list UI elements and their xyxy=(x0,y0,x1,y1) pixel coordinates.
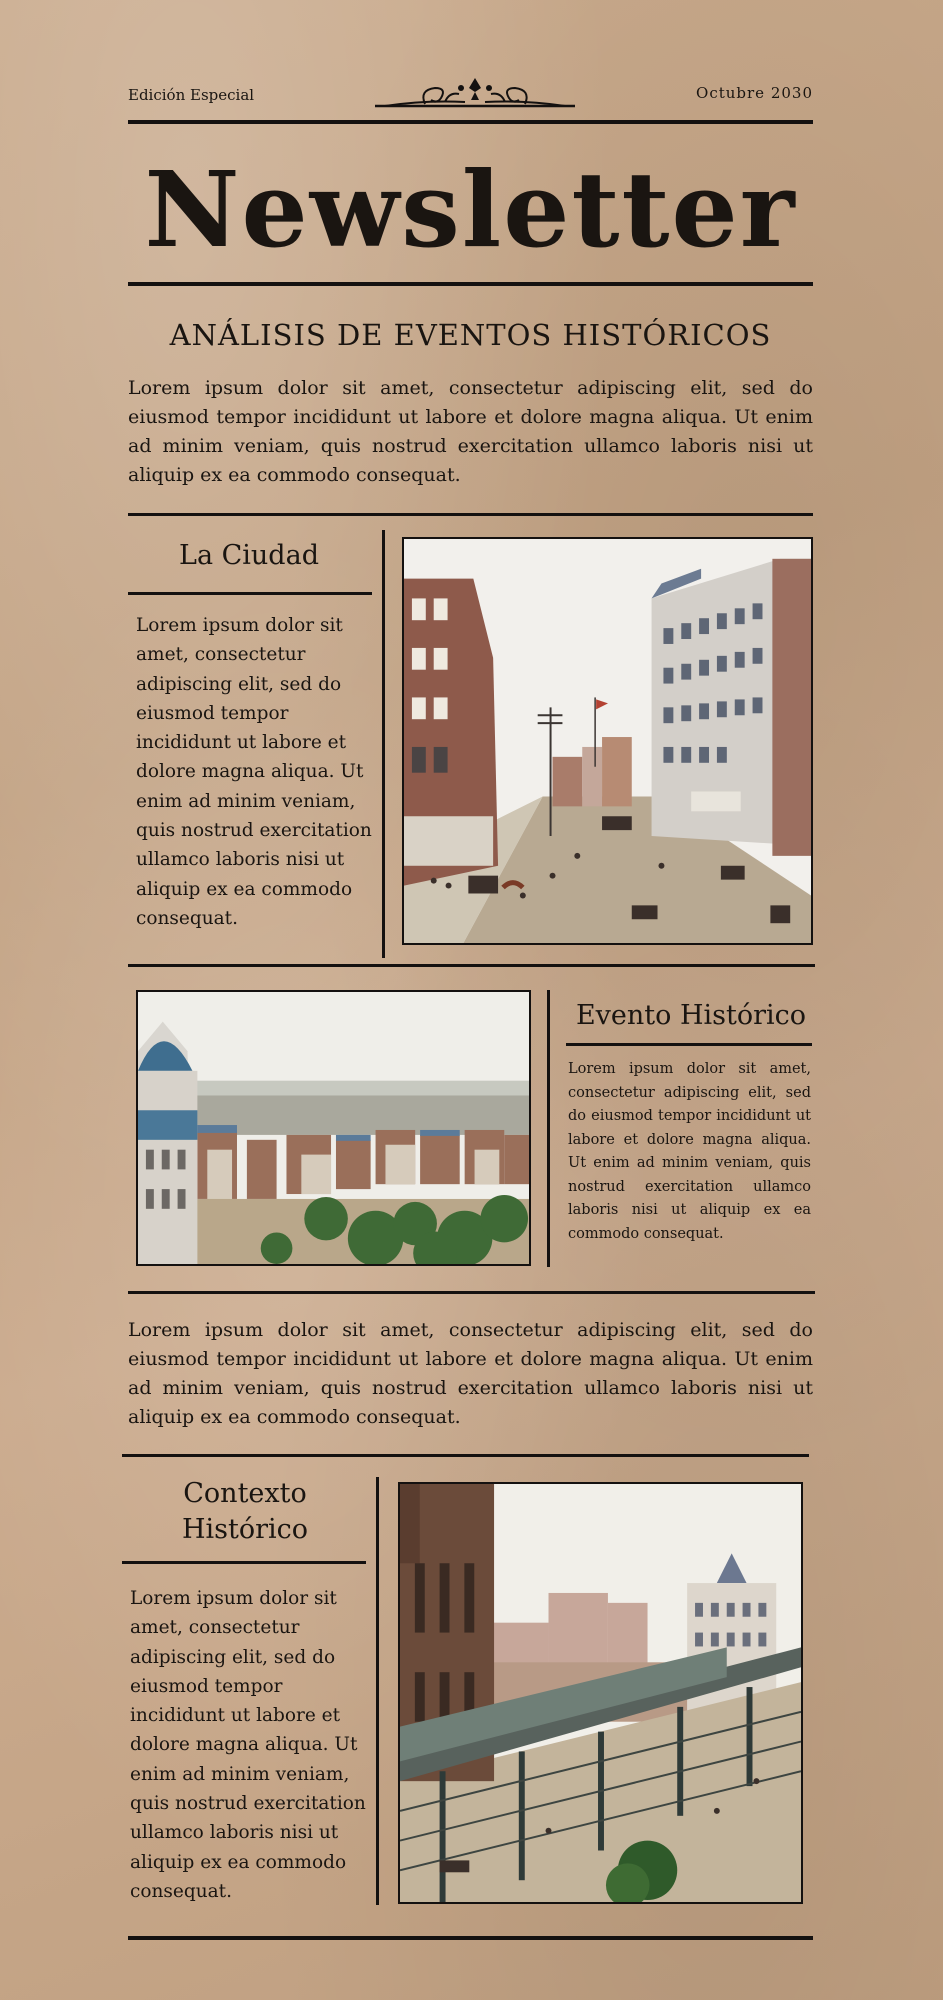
middle-body: Lorem ipsum dolor sit amet, consectetur adipiscing elit, sed do eiusmod tempor incididunt ut labore et dolore magna aliqua. Ut enim ad minim veniam, quis nostrud exercitation ullamco laboris nisi ut aliquip ex ea commodo consequat. xyxy=(128,1319,813,1428)
city-street-image xyxy=(402,537,813,945)
date-label: Octubre 2030 xyxy=(696,84,813,102)
section2-divider xyxy=(547,990,550,1267)
section2-rule xyxy=(128,1291,815,1294)
header-rule-top xyxy=(128,120,813,124)
section3-heading: Contexto Histórico xyxy=(181,1478,309,1545)
intro-rule xyxy=(128,513,813,516)
section1-rule xyxy=(128,964,815,967)
intro-heading: ANÁLISIS DE EVENTOS HISTÓRICOS xyxy=(169,318,772,352)
section1-body: Lorem ipsum dolor sit amet, consectetur adipiscing elit, sed do eiusmod tempor incididunt ut labore et dolore magna aliqua. Ut enim ad minim veniam, quis nostrud exercitation ullamco laboris nisi ut aliquip ex ea commodo consequat. xyxy=(136,615,372,929)
section1-heading-rule xyxy=(128,592,372,595)
ornament-flourish-icon xyxy=(365,72,585,116)
footer-rule xyxy=(128,1936,813,1940)
section3-body: Lorem ipsum dolor sit amet, consectetur adipiscing elit, sed do eiusmod tempor incididunt ut labore et dolore magna aliqua. Ut enim ad minim veniam, quis nostrud exercitation ullamco laboris nisi ut aliquip ex ea commodo consequat. xyxy=(130,1588,366,1902)
intro-body: Lorem ipsum dolor sit amet, consectetur adipiscing elit, sed do eiusmod tempor incididunt ut labore et dolore magna aliqua. Ut enim ad minim veniam, quis nostrud exercitation ullamco laboris nisi ut aliquip ex ea commodo consequat. xyxy=(128,377,813,486)
city-panorama-image xyxy=(136,990,531,1266)
section1-divider xyxy=(382,530,385,958)
section1-heading: La Ciudad xyxy=(179,540,319,571)
section2-heading-rule xyxy=(566,1043,812,1046)
masthead-title: Newsletter xyxy=(144,148,797,271)
section2-heading: Evento Histórico xyxy=(575,1000,807,1031)
section3-heading-rule xyxy=(122,1561,366,1564)
section3-divider xyxy=(376,1477,379,1905)
middle-rule xyxy=(122,1454,809,1457)
elevated-railway-image xyxy=(398,1482,803,1904)
section2-body: Lorem ipsum dolor sit amet, consectetur adipiscing elit, sed do eiusmod tempor incididunt ut labore et dolore magna aliqua. Ut enim ad minim veniam, quis nostrud exercitation ullamco laboris nisi ut aliquip ex ea commodo consequat. xyxy=(568,1061,811,1242)
header-rule-bottom xyxy=(128,282,813,286)
edition-label: Edición Especial xyxy=(128,86,255,104)
